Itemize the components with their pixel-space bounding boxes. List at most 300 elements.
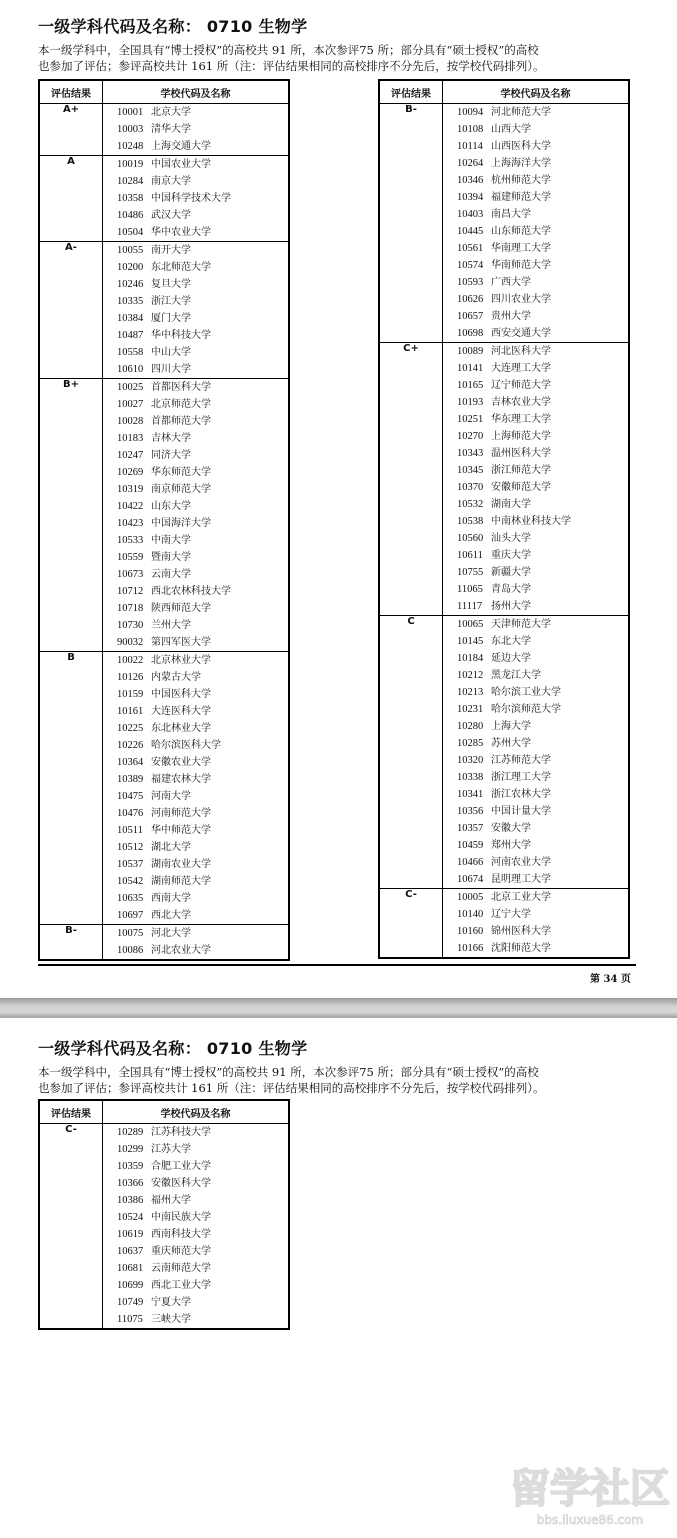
school-entry — [103, 1141, 288, 1158]
school-name: 华南师范大学 — [491, 260, 551, 271]
school-list — [103, 104, 290, 156]
school-name: 南京师范大学 — [151, 484, 211, 495]
school-entry — [103, 737, 288, 754]
school-code: 10559 — [117, 552, 144, 563]
school-name: 北京大学 — [151, 107, 191, 118]
school-entry — [103, 1209, 288, 1226]
school-entry — [103, 720, 288, 737]
school-entry — [103, 1175, 288, 1192]
school-entry — [103, 224, 288, 241]
grade-group — [39, 242, 289, 379]
school-name: 杭州师范大学 — [491, 175, 551, 186]
school-code: 10319 — [117, 484, 144, 495]
school-entry — [103, 1158, 288, 1175]
school-name: 中南民族大学 — [151, 1212, 211, 1223]
school-entry — [443, 530, 628, 547]
school-entry — [103, 138, 288, 155]
school-code: 10165 — [457, 380, 484, 391]
school-name: 暨南大学 — [151, 552, 191, 563]
school-code: 10512 — [117, 842, 144, 853]
school-name: 河南师范大学 — [151, 808, 211, 819]
school-code: 10366 — [117, 1178, 144, 1189]
school-name: 中南大学 — [151, 535, 191, 546]
school-code: 10357 — [457, 823, 484, 834]
school-name: 宁夏大学 — [151, 1297, 191, 1308]
school-name: 湖北大学 — [151, 842, 191, 853]
school-entry — [443, 940, 628, 957]
school-list — [443, 343, 630, 616]
school-entry — [443, 257, 628, 274]
school-code: 10593 — [457, 277, 484, 288]
grade-group — [39, 104, 289, 156]
school-code: 10532 — [457, 499, 484, 510]
school-code: 10749 — [117, 1297, 144, 1308]
school-name: 中国医科大学 — [151, 689, 211, 700]
intro-text — [38, 42, 648, 74]
school-entry — [103, 1243, 288, 1260]
school-entry — [443, 889, 628, 906]
school-name: 西安交通大学 — [491, 328, 551, 339]
school-code: 10538 — [457, 516, 484, 527]
school-entry — [103, 925, 288, 942]
school-name: 锦州医科大学 — [491, 926, 551, 937]
school-code: 10114 — [457, 141, 483, 152]
school-entry — [103, 686, 288, 703]
grade-group — [39, 379, 289, 652]
school-name: 中山大学 — [151, 347, 191, 358]
school-code: 10264 — [457, 158, 484, 169]
school-entry — [103, 1226, 288, 1243]
school-entry — [103, 498, 288, 515]
school-entry — [103, 121, 288, 138]
school-name: 同济大学 — [151, 450, 191, 461]
school-entry — [103, 1277, 288, 1294]
school-code: 10346 — [457, 175, 484, 186]
school-name: 四川农业大学 — [491, 294, 551, 305]
school-entry — [443, 206, 628, 223]
school-name: 西北农林科技大学 — [151, 586, 231, 597]
school-code: 10284 — [117, 176, 144, 187]
school-entry — [443, 564, 628, 581]
grade-group — [39, 156, 289, 242]
school-code: 10542 — [117, 876, 144, 887]
school-code: 10166 — [457, 943, 484, 954]
school-code: 10338 — [457, 772, 484, 783]
school-code: 10358 — [117, 193, 144, 204]
school-name: 清华大学 — [151, 124, 191, 135]
school-entry — [103, 173, 288, 190]
school-code: 10225 — [117, 723, 144, 734]
school-code: 10386 — [117, 1195, 144, 1206]
school-entry — [443, 462, 628, 479]
school-name: 青岛大学 — [491, 584, 531, 595]
school-code: 10251 — [457, 414, 484, 425]
ranking-table-page2 — [38, 1099, 290, 1330]
school-entry — [103, 873, 288, 890]
school-code: 10213 — [457, 687, 484, 698]
school-code: 10610 — [117, 364, 144, 375]
school-code: 10226 — [117, 740, 144, 751]
school-entry — [443, 377, 628, 394]
school-code: 10022 — [117, 655, 144, 666]
school-entry — [443, 343, 628, 360]
school-code: 10140 — [457, 909, 484, 920]
school-code: 10065 — [457, 619, 484, 630]
school-name: 黑龙江大学 — [491, 670, 541, 681]
grade-label: C- — [39, 1124, 103, 1330]
school-name: 山东大学 — [151, 501, 191, 512]
school-name: 南昌大学 — [491, 209, 531, 220]
school-name: 第四军医大学 — [151, 637, 211, 648]
school-code: 10635 — [117, 893, 144, 904]
intro-line-2: 也参加了评估；参评高校共计 161 所（注：评估结果相同的高校排序不分先后，按学校代码排列）。 — [38, 1081, 545, 1095]
school-code: 10027 — [117, 399, 144, 410]
school-name: 首都医科大学 — [151, 382, 211, 393]
school-name: 华东理工大学 — [491, 414, 551, 425]
school-entry — [443, 189, 628, 206]
school-entry — [443, 837, 628, 854]
school-name: 华南理工大学 — [491, 243, 551, 254]
school-name: 山东师范大学 — [491, 226, 551, 237]
school-name: 上海大学 — [491, 721, 531, 732]
school-name: 武汉大学 — [151, 210, 191, 221]
school-entry — [443, 616, 628, 633]
school-code: 10730 — [117, 620, 144, 631]
school-code: 10475 — [117, 791, 144, 802]
watermark-url: bbs.liuxue86.com — [536, 1513, 644, 1527]
school-entry — [103, 634, 288, 651]
school-entry — [103, 379, 288, 396]
school-code: 10193 — [457, 397, 484, 408]
school-entry — [443, 701, 628, 718]
school-entry — [103, 413, 288, 430]
school-name: 东北大学 — [491, 636, 531, 647]
school-list — [103, 1124, 290, 1330]
school-entry — [103, 669, 288, 686]
school-code: 10394 — [457, 192, 484, 203]
school-name: 东北林业大学 — [151, 723, 211, 734]
school-entry — [103, 652, 288, 669]
school-name: 华中师范大学 — [151, 825, 211, 836]
school-code: 10161 — [117, 706, 144, 717]
school-entry — [103, 788, 288, 805]
school-name: 安徽师范大学 — [491, 482, 551, 493]
school-entry — [103, 344, 288, 361]
school-code: 10200 — [117, 262, 144, 273]
school-entry — [103, 447, 288, 464]
school-code: 10343 — [457, 448, 484, 459]
school-name: 沈阳师范大学 — [491, 943, 551, 954]
school-entry — [443, 155, 628, 172]
school-name: 福建师范大学 — [491, 192, 551, 203]
school-entry — [103, 805, 288, 822]
school-entry — [443, 274, 628, 291]
school-name: 郑州大学 — [491, 840, 531, 851]
school-code: 10626 — [457, 294, 484, 305]
school-entry — [443, 479, 628, 496]
page-number: 第 34 页 — [590, 974, 631, 985]
school-name: 温州医科大学 — [491, 448, 551, 459]
school-code: 10403 — [457, 209, 484, 220]
school-entry — [443, 735, 628, 752]
school-entry — [103, 1294, 288, 1311]
school-name: 云南师范大学 — [151, 1263, 211, 1274]
school-code: 10126 — [117, 672, 144, 683]
school-entry — [103, 242, 288, 259]
school-name: 上海海洋大学 — [491, 158, 551, 169]
school-entry — [103, 156, 288, 173]
grade-group — [379, 343, 629, 616]
school-name: 湖南农业大学 — [151, 859, 211, 870]
school-code: 10055 — [117, 245, 144, 256]
school-code: 10712 — [117, 586, 144, 597]
school-entry — [443, 820, 628, 837]
school-name: 福建农林大学 — [151, 774, 211, 785]
school-entry — [443, 581, 628, 598]
watermark-brand: 留学社区 — [510, 1466, 670, 1512]
school-name: 兰州大学 — [151, 620, 191, 631]
school-code: 10558 — [117, 347, 144, 358]
grade-label: C+ — [379, 343, 443, 616]
school-code: 11075 — [117, 1314, 143, 1325]
ranking-table-right — [378, 79, 630, 959]
school-code: 10247 — [117, 450, 144, 461]
grade-label: A+ — [39, 104, 103, 156]
school-name: 吉林农业大学 — [491, 397, 551, 408]
page-separator — [0, 998, 677, 1018]
school-code: 10270 — [457, 431, 484, 442]
school-code: 10231 — [457, 704, 484, 715]
school-name: 汕头大学 — [491, 533, 531, 544]
school-code: 10511 — [117, 825, 143, 836]
school-code: 10619 — [117, 1229, 144, 1240]
school-entry — [443, 223, 628, 240]
school-code: 10285 — [457, 738, 484, 749]
column-header-school: 学校代码及名称 — [443, 80, 630, 104]
school-entry — [103, 907, 288, 924]
watermark-logo — [510, 1458, 670, 1530]
school-code: 10389 — [117, 774, 144, 785]
school-entry — [103, 617, 288, 634]
school-name: 大连医科大学 — [151, 706, 211, 717]
school-name: 昆明理工大学 — [491, 874, 551, 885]
school-code: 10320 — [457, 755, 484, 766]
school-entry — [443, 684, 628, 701]
grade-label: B- — [39, 925, 103, 961]
school-list — [103, 156, 290, 242]
school-name: 浙江理工大学 — [491, 772, 551, 783]
school-code: 10141 — [457, 363, 484, 374]
school-name: 西北工业大学 — [151, 1280, 211, 1291]
school-name: 湖南大学 — [491, 499, 531, 510]
school-entry — [443, 291, 628, 308]
school-name: 河北医科大学 — [491, 346, 551, 357]
school-name: 新疆大学 — [491, 567, 531, 578]
school-entry — [443, 325, 628, 342]
school-entry — [443, 769, 628, 786]
school-code: 10537 — [117, 859, 144, 870]
school-entry — [443, 650, 628, 667]
school-entry — [103, 464, 288, 481]
school-code: 10019 — [117, 159, 144, 170]
school-code: 10487 — [117, 330, 144, 341]
school-name: 四川大学 — [151, 364, 191, 375]
school-entry — [103, 890, 288, 907]
grade-label: A — [39, 156, 103, 242]
grade-group — [379, 104, 629, 343]
school-name: 重庆大学 — [491, 550, 531, 561]
school-name: 南京大学 — [151, 176, 191, 187]
school-name: 西南大学 — [151, 893, 191, 904]
school-entry — [103, 566, 288, 583]
grade-label: C- — [379, 889, 443, 959]
school-code: 10560 — [457, 533, 484, 544]
school-code: 10755 — [457, 567, 484, 578]
school-code: 10025 — [117, 382, 144, 393]
school-name: 中国计量大学 — [491, 806, 551, 817]
school-name: 上海交通大学 — [151, 141, 211, 152]
school-list — [103, 925, 290, 961]
school-entry — [443, 240, 628, 257]
school-code: 10335 — [117, 296, 144, 307]
school-entry — [103, 1124, 288, 1141]
intro-line-1: 本一级学科中，全国具有“博士授权”的高校共 91 所，本次参评75 所；部分具有“硕士授权”的高校 — [38, 1065, 539, 1079]
school-name: 安徽医科大学 — [151, 1178, 211, 1189]
intro-text — [38, 1064, 648, 1096]
grade-label: B- — [379, 104, 443, 343]
school-name: 贵州大学 — [491, 311, 531, 322]
school-code: 10359 — [117, 1161, 144, 1172]
ranking-table-left — [38, 79, 290, 961]
school-code: 10370 — [457, 482, 484, 493]
school-code: 10183 — [117, 433, 144, 444]
school-entry — [443, 104, 628, 121]
school-code: 10673 — [117, 569, 144, 580]
ranking-table-page2-body — [39, 1124, 289, 1330]
school-entry — [443, 871, 628, 888]
school-entry — [103, 703, 288, 720]
school-code: 10697 — [117, 910, 144, 921]
school-name: 辽宁大学 — [491, 909, 531, 920]
school-entry — [443, 633, 628, 650]
school-name: 湖南师范大学 — [151, 876, 211, 887]
school-name: 天津师范大学 — [491, 619, 551, 630]
school-name: 广西大学 — [491, 277, 531, 288]
school-code: 10280 — [457, 721, 484, 732]
school-entry — [103, 259, 288, 276]
school-name: 东北师范大学 — [151, 262, 211, 273]
school-code: 10637 — [117, 1246, 144, 1257]
school-name: 中国海洋大学 — [151, 518, 211, 529]
ranking-table-right-body — [379, 104, 629, 959]
school-entry — [103, 276, 288, 293]
school-code: 10289 — [117, 1127, 144, 1138]
school-name: 中国科学技术大学 — [151, 193, 231, 204]
school-entry — [103, 856, 288, 873]
grade-label: B+ — [39, 379, 103, 652]
school-entry — [443, 308, 628, 325]
school-code: 10364 — [117, 757, 144, 768]
grade-label: C — [379, 616, 443, 889]
school-code: 10089 — [457, 346, 484, 357]
school-name: 北京师范大学 — [151, 399, 211, 410]
school-entry — [103, 361, 288, 378]
school-code: 10486 — [117, 210, 144, 221]
school-name: 河北师范大学 — [491, 107, 551, 118]
school-code: 10423 — [117, 518, 144, 529]
school-code: 10699 — [117, 1280, 144, 1291]
school-name: 河南大学 — [151, 791, 191, 802]
school-name: 扬州大学 — [491, 601, 531, 612]
school-list — [103, 242, 290, 379]
school-entry — [103, 600, 288, 617]
school-name: 北京工业大学 — [491, 892, 551, 903]
school-entry — [443, 786, 628, 803]
school-entry — [443, 752, 628, 769]
school-code: 90032 — [117, 637, 144, 648]
school-code: 10160 — [457, 926, 484, 937]
school-code: 10356 — [457, 806, 484, 817]
school-name: 哈尔滨医科大学 — [151, 740, 221, 751]
school-entry — [443, 854, 628, 871]
school-code: 11117 — [457, 601, 483, 612]
school-name: 合肥工业大学 — [151, 1161, 211, 1172]
grade-group — [379, 616, 629, 889]
school-name: 华中农业大学 — [151, 227, 211, 238]
school-code: 10075 — [117, 928, 144, 939]
school-name: 内蒙古大学 — [151, 672, 201, 683]
school-entry — [103, 1311, 288, 1328]
school-list — [443, 104, 630, 343]
school-entry — [103, 754, 288, 771]
school-entry — [443, 121, 628, 138]
school-code: 10466 — [457, 857, 484, 868]
school-code: 10345 — [457, 465, 484, 476]
school-entry — [103, 515, 288, 532]
grade-group — [39, 652, 289, 925]
school-code: 10504 — [117, 227, 144, 238]
school-code: 10005 — [457, 892, 484, 903]
school-entry — [443, 598, 628, 615]
column-header-grade: 评估结果 — [39, 80, 103, 104]
school-code: 10299 — [117, 1144, 144, 1155]
school-code: 10561 — [457, 243, 484, 254]
school-code: 10533 — [117, 535, 144, 546]
school-name: 西北大学 — [151, 910, 191, 921]
school-name: 河北大学 — [151, 928, 191, 939]
school-entry — [103, 583, 288, 600]
grade-group — [379, 889, 629, 959]
school-code: 10184 — [457, 653, 484, 664]
school-name: 北京林业大学 — [151, 655, 211, 666]
school-code: 10611 — [457, 550, 483, 561]
school-name: 山西大学 — [491, 124, 531, 135]
school-entry — [443, 428, 628, 445]
school-name: 南开大学 — [151, 245, 191, 256]
school-entry — [103, 327, 288, 344]
column-header-school: 学校代码及名称 — [103, 80, 290, 104]
school-code: 10384 — [117, 313, 144, 324]
school-name: 河南农业大学 — [491, 857, 551, 868]
school-entry — [443, 667, 628, 684]
school-name: 苏州大学 — [491, 738, 531, 749]
school-name: 华东师范大学 — [151, 467, 211, 478]
school-entry — [443, 445, 628, 462]
grade-group — [39, 1124, 289, 1330]
school-entry — [103, 104, 288, 121]
school-code: 10212 — [457, 670, 484, 681]
grade-label: A- — [39, 242, 103, 379]
